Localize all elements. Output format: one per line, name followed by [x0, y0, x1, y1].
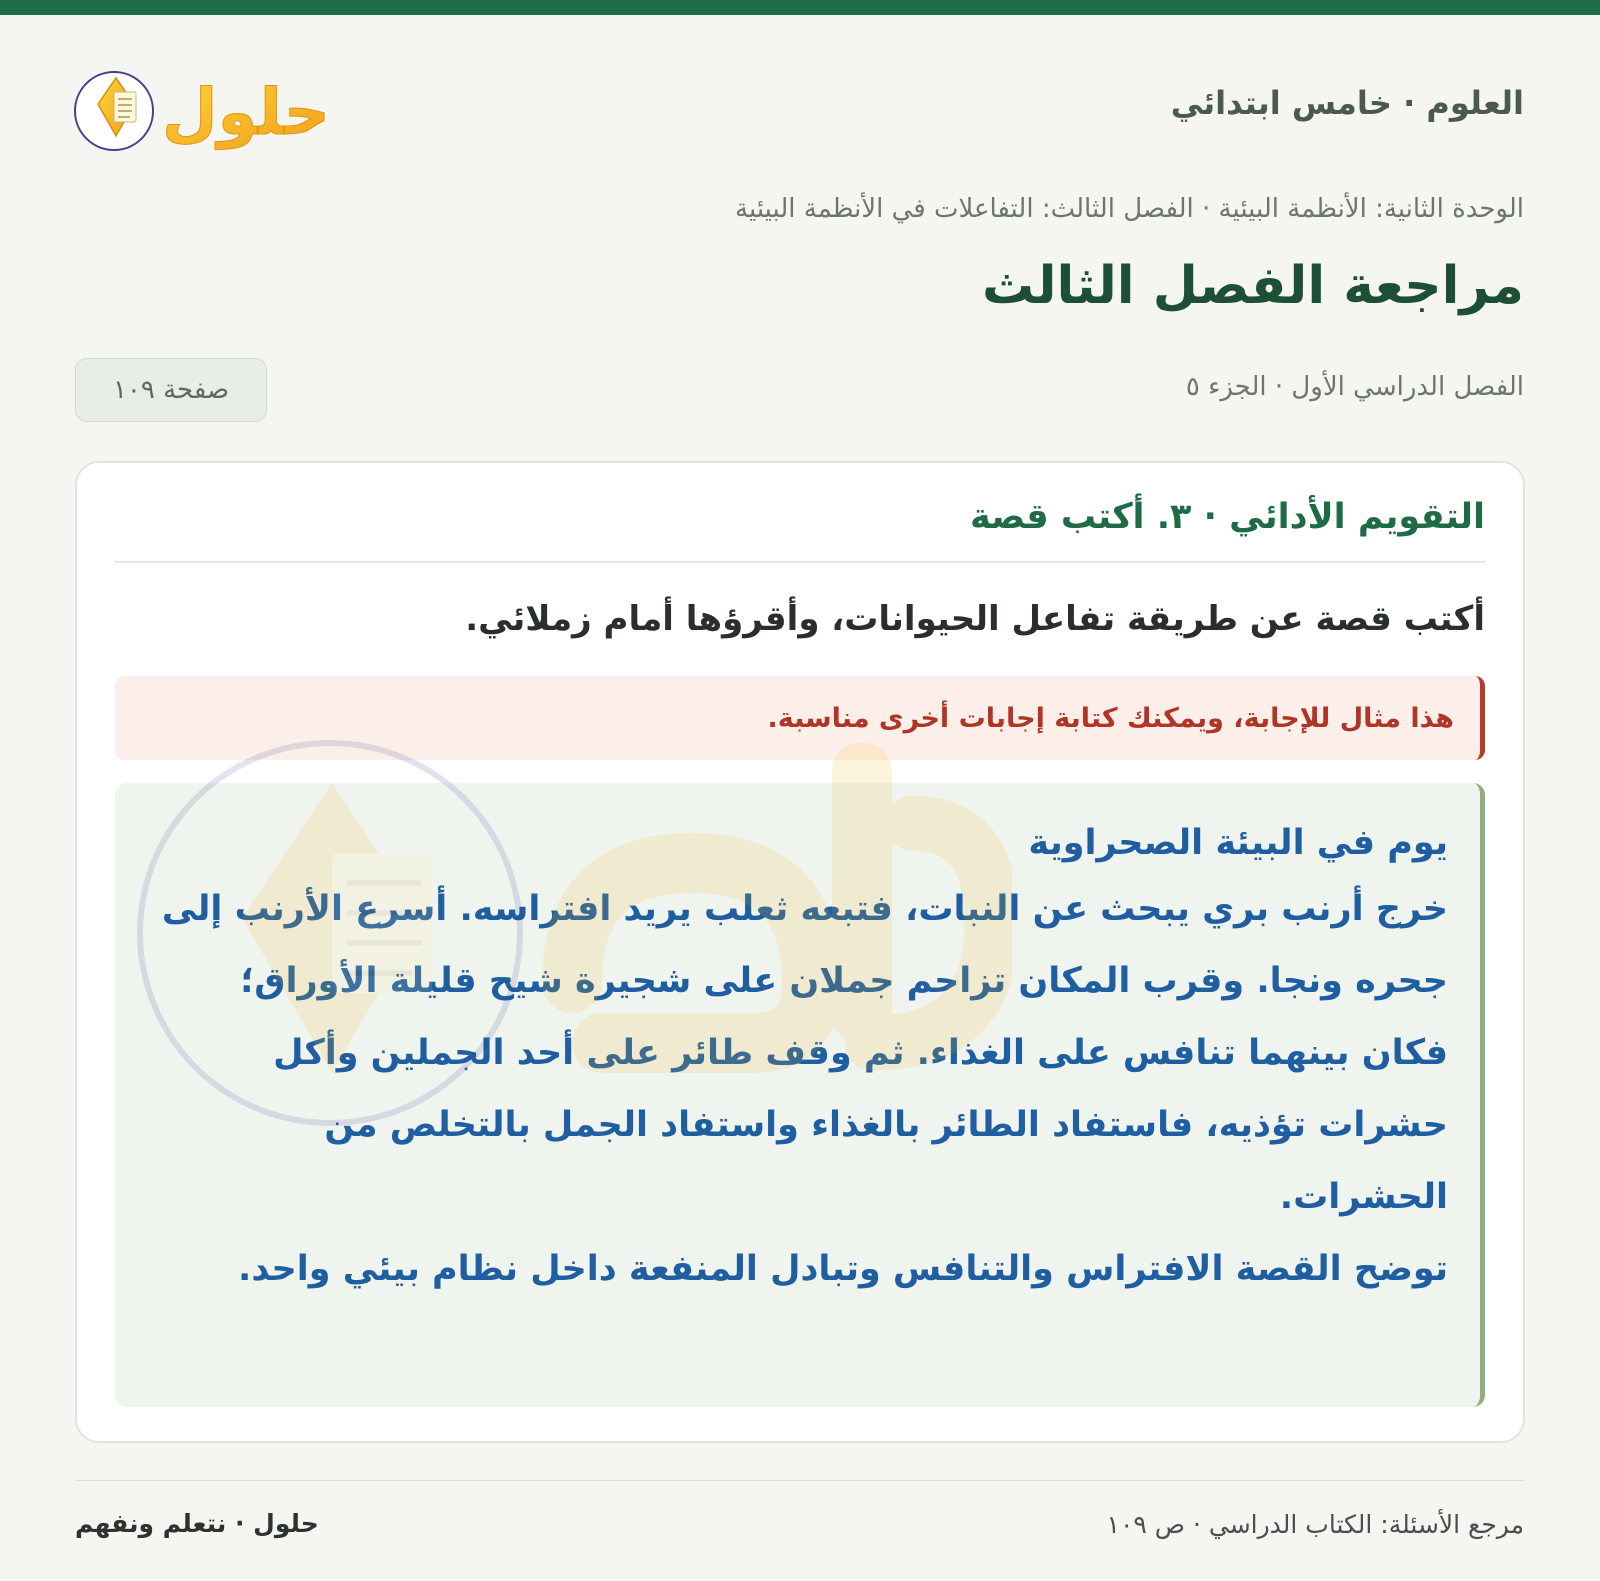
brand-logo[interactable] — [74, 56, 334, 160]
footer-divider — [75, 1480, 1525, 1481]
footer-reference: مرجع الأسئلة: الكتاب الدراسي · ص ١٠٩ — [1106, 1510, 1524, 1539]
answer-paragraph-summary: توضح القصة الافتراس والتنافس وتبادل المنفعة داخل نظام بيئي واحد. — [238, 1249, 1448, 1289]
footer-tagline: حلول · نتعلم ونفهم — [75, 1509, 319, 1538]
subject-label: العلوم · خامس ابتدائي — [1170, 84, 1524, 122]
answer-title: يوم في البيئة الصحراوية — [1028, 823, 1448, 863]
page-number-badge: صفحة ١٠٩ — [75, 358, 267, 422]
answer-box — [115, 783, 1485, 1407]
top-accent-bar — [0, 0, 1600, 15]
answer-note — [115, 676, 1485, 760]
page-title: مراجعة الفصل الثالث — [981, 256, 1524, 316]
answer-note-text: هذا مثال للإجابة، ويمكنك كتابة إجابات أخرى مناسبة. — [767, 702, 1454, 734]
breadcrumb: الوحدة الثانية: الأنظمة البيئية · الفصل الثالث: التفاعلات في الأنظمة البيئية — [735, 194, 1524, 224]
hulul-logo-icon — [74, 56, 334, 160]
semester-meta: الفصل الدراسي الأول · الجزء ٥ — [1185, 372, 1524, 402]
section-title: التقويم الأدائي · ٣. أكتب قصة — [970, 497, 1485, 537]
section-divider — [115, 561, 1485, 563]
logo-wordmark: حلول — [162, 76, 330, 150]
exercise-card — [75, 461, 1525, 1443]
question-text: أكتب قصة عن طريقة تفاعل الحيوانات، وأقرؤها أمام زملائي. — [465, 599, 1485, 639]
answer-paragraph-story: خرج أرنب بري يبحث عن النبات، فتبعه ثعلب يريد افتراسه. أسرع الأرنب إلى جحره ونجا. وقرب المكان تزاحم جملان على شجيرة شيح قليلة الأوراق؛ فكان بينهما تنافس على الغذاء. ثم وقف طائر على أحد الجملين وأكل حشرات تؤذيه، فاستفاد الطائر بالغذاء واستفاد الجمل بالتخلص من الحشرات. — [161, 889, 1448, 1217]
